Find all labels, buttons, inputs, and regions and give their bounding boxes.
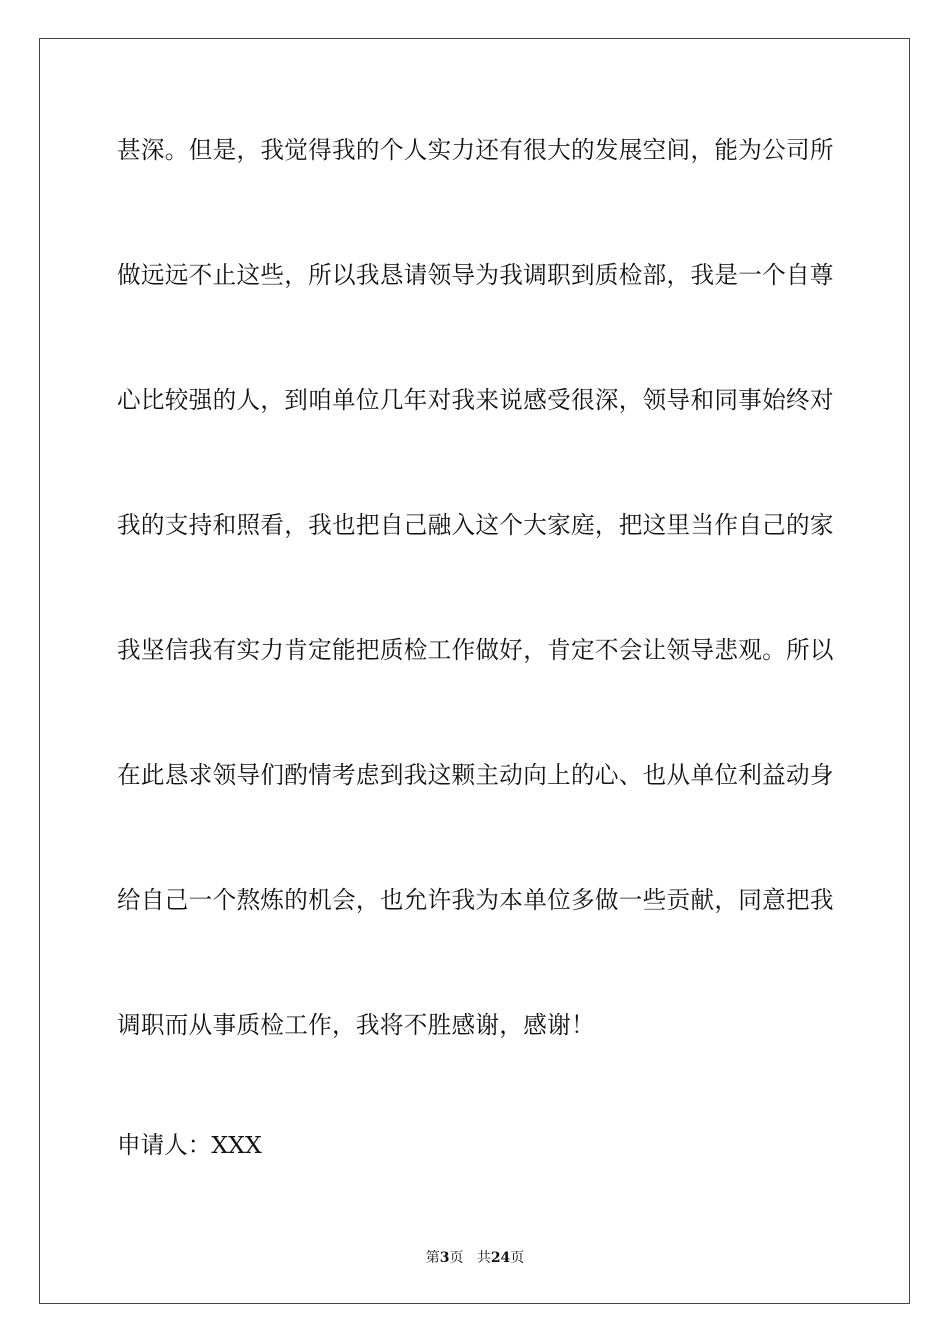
footer-total-suffix: 页 <box>510 1250 525 1266</box>
body-line-3: 心比较强的人，到咱单位几年对我来说感受很深，领导和同事始终对 <box>117 386 834 414</box>
footer-total-prefix: 共 <box>476 1250 491 1266</box>
body-line-8: 调职而从事质检工作，我将不胜感谢，感谢！ <box>117 1011 595 1039</box>
body-line-4: 我的支持和照看，我也把自己融入这个大家庭，把这里当作自己的家 <box>117 511 834 539</box>
footer-page-suffix: 页 <box>449 1250 464 1266</box>
footer-total-pages: 24 <box>490 1250 511 1266</box>
body-line-6: 在此恳求领导们酌情考虑到我这颗主动向上的心、也从单位利益动身 <box>117 761 834 789</box>
page-border <box>39 38 910 1304</box>
page-footer <box>0 1248 950 1268</box>
body-line-7: 给自己一个熬炼的机会，也允许我为本单位多做一些贡献，同意把我 <box>117 886 834 914</box>
body-line-5: 我坚信我有实力肯定能把质检工作做好，肯定不会让领导悲观。所以 <box>117 636 834 664</box>
body-line-1: 甚深。但是，我觉得我的个人实力还有很大的发展空间，能为公司所 <box>117 136 834 164</box>
footer-page-prefix: 第 <box>425 1250 440 1266</box>
footer-page-number: 3 <box>439 1250 450 1266</box>
applicant-signature: 申请人：XXX <box>117 1131 262 1159</box>
body-line-2: 做远远不止这些，所以我恳请领导为我调职到质检部，我是一个自尊 <box>117 261 834 289</box>
